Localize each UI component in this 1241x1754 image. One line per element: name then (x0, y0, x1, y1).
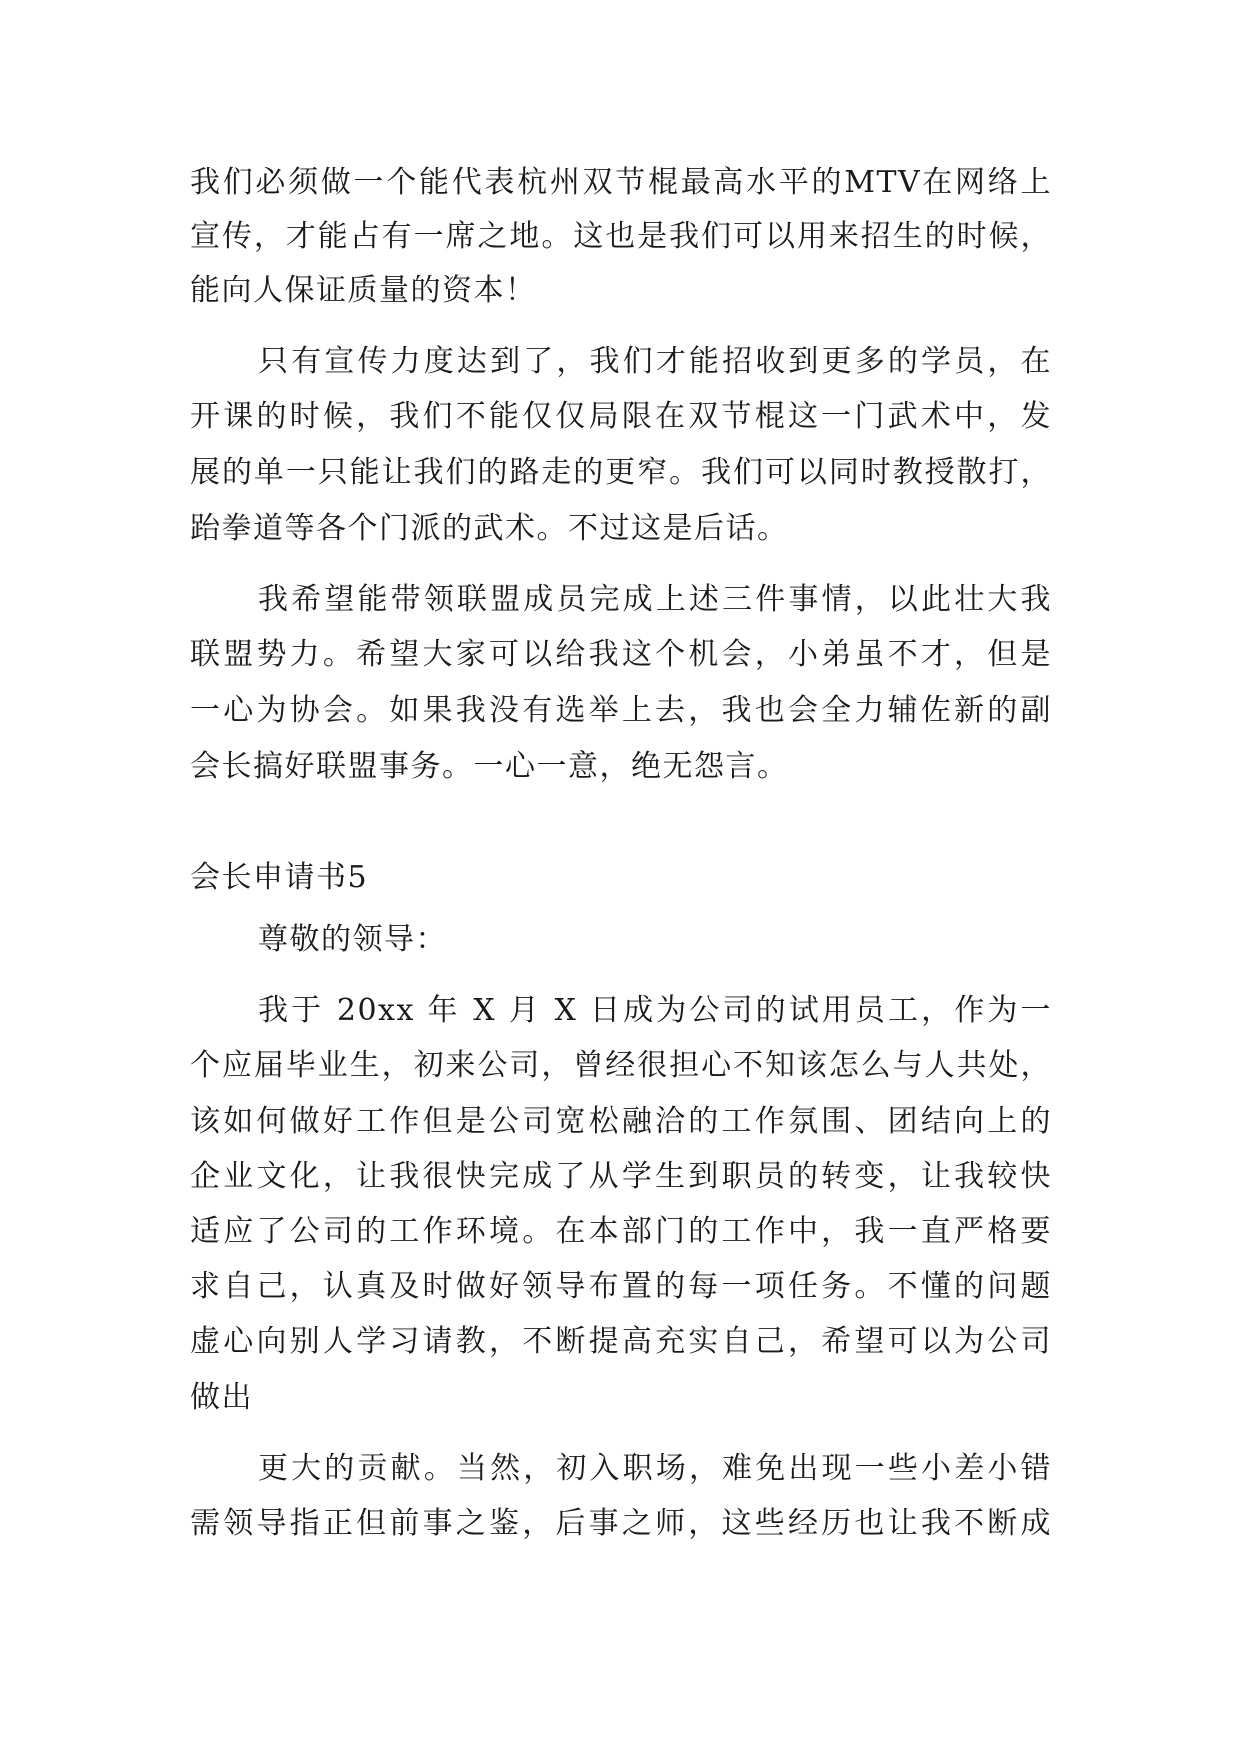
paragraph-line: 更大的贡献。当然，初入职场，难免出现一些小差小错 (258, 1451, 1052, 1486)
paragraph-line: 企业文化，让我很快完成了从学生到职员的转变，让我较快 (190, 1159, 1052, 1194)
paragraph-line: 会长搞好联盟事务。一心一意，绝无怨言。 (190, 749, 789, 784)
section-heading: 会长申请书5 (190, 860, 369, 895)
paragraph-line: 宣传，才能占有一席之地。这也是我们可以用来招生的时候， (190, 219, 1052, 254)
paragraph-line: 求自己，认真及时做好领导布置的每一项任务。不懂的问题 (190, 1269, 1052, 1304)
paragraph-line: 我于 20xx 年 X 月 X 日成为公司的试用员工，作为一 (258, 993, 1052, 1028)
paragraph-line: 我希望能带领联盟成员完成上述三件事情，以此壮大我 (258, 582, 1052, 617)
paragraph-line: 开课的时候，我们不能仅仅局限在双节棍这一门武术中，发 (190, 399, 1052, 434)
paragraph-line: 只有宣传力度达到了，我们才能招收到更多的学员，在 (258, 344, 1052, 379)
paragraph-line: 做出 (190, 1380, 253, 1415)
salutation: 尊敬的领导： (258, 922, 447, 957)
paragraph-line: 适应了公司的工作环境。在本部门的工作中，我一直严格要 (190, 1214, 1052, 1249)
paragraph-line: 虚心向别人学习请教，不断提高充实自己，希望可以为公司 (190, 1324, 1052, 1359)
paragraph-line: 该如何做好工作但是公司宽松融洽的工作氛围、团结向上的 (190, 1104, 1052, 1139)
paragraph-line: 联盟势力。希望大家可以给我这个机会，小弟虽不才，但是 (190, 637, 1052, 672)
paragraph-line: 我们必须做一个能代表杭州双节棍最高水平的MTV在网络上 (190, 165, 1052, 200)
paragraph-line: 展的单一只能让我们的路走的更窄。我们可以同时教授散打， (190, 455, 1052, 490)
paragraph-line: 个应届毕业生，初来公司，曾经很担心不知该怎么与人共处， (190, 1048, 1052, 1083)
paragraph-line: 需领导指正但前事之鉴，后事之师，这些经历也让我不断成 (190, 1506, 1052, 1541)
paragraph-line: 跆拳道等各个门派的武术。不过这是后话。 (190, 511, 789, 546)
paragraph-line: 一心为协会。如果我没有选举上去，我也会全力辅佐新的副 (190, 693, 1052, 728)
paragraph-line: 能向人保证质量的资本！ (190, 273, 537, 308)
